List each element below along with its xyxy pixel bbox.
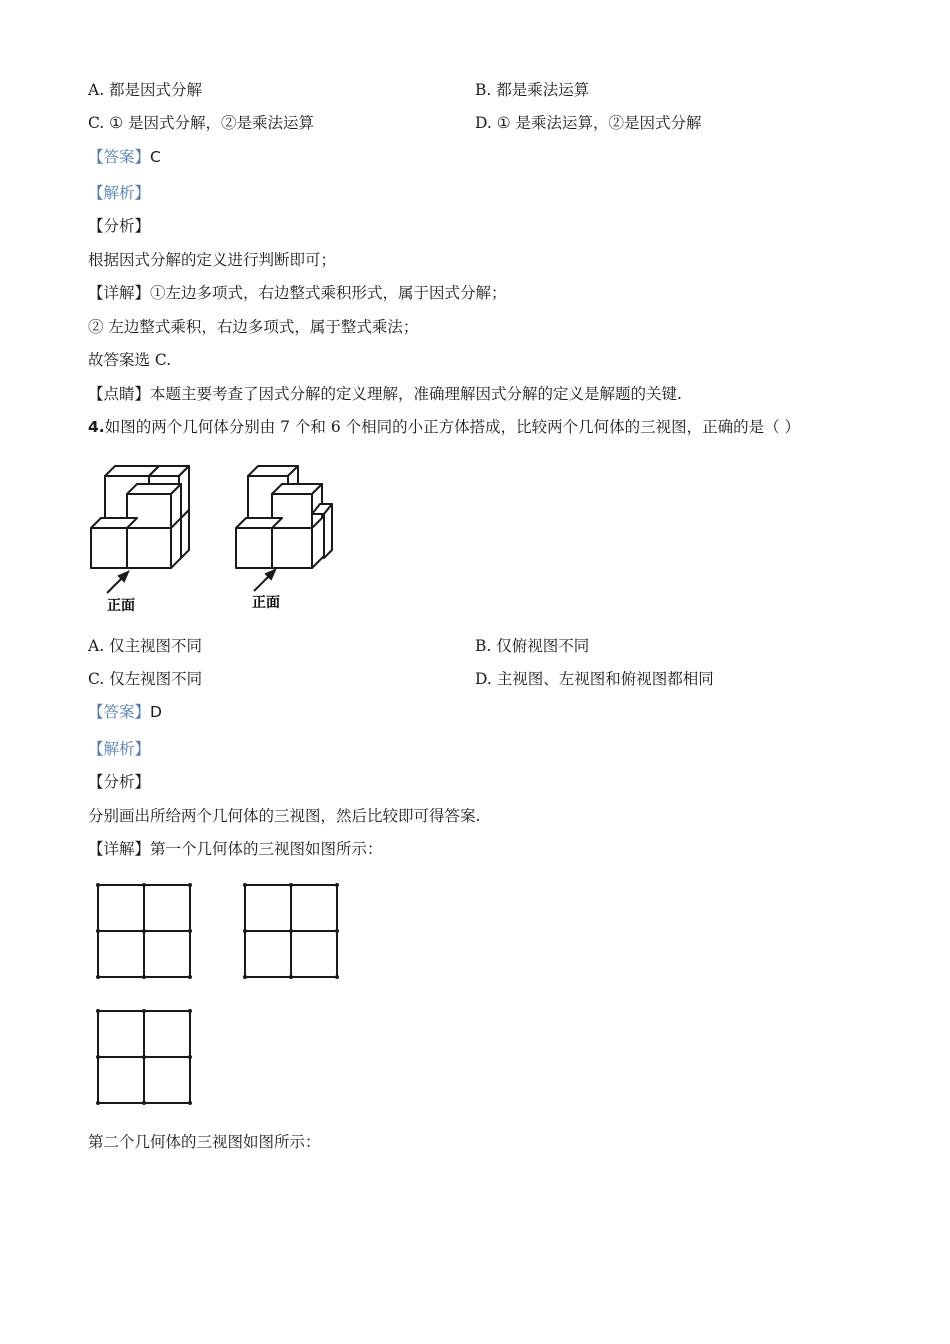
figure-1-label: 正面 — [107, 598, 135, 614]
detail-text: ①左边多项式，右边整式乘积形式，属于因式分解； — [150, 284, 507, 302]
detail-label: 【详解】 — [88, 284, 151, 302]
q4-number: 4. — [88, 418, 105, 436]
q4-option-c: C. 仅左视图不同 — [88, 670, 203, 688]
q3-jiexi-label: 【解析】 — [88, 184, 151, 202]
q3-dianjing — [88, 383, 682, 405]
front-view-grid — [96, 883, 192, 979]
answer-value: C — [150, 148, 161, 166]
dianjing-text: 本题主要考查了因式分解的定义理解，准确理解因式分解的定义是解题的关键. — [150, 385, 682, 403]
left-view-grid — [243, 883, 339, 979]
q3-option-c: C. ① 是因式分解，②是乘法运算 — [88, 114, 314, 132]
q4-option-b: B. 仅俯视图不同 — [475, 637, 590, 655]
answer-label: 【答案】 — [88, 148, 151, 166]
q4-option-d: D. 主视图、左视图和俯视图都相同 — [475, 670, 714, 688]
q4-second-text: 第二个几何体的三视图如图所示： — [88, 1133, 321, 1151]
q4-jiexi-label: 【解析】 — [88, 740, 151, 758]
figure-2-label: 正面 — [252, 595, 280, 611]
top-view-grid — [96, 1009, 192, 1105]
q4-fenxi-text: 分别画出所给两个几何体的三视图，然后比较即可得答案. — [88, 807, 481, 825]
q4-fenxi-label: 【分析】 — [88, 773, 151, 791]
dianjing-label: 【点睛】 — [88, 385, 151, 403]
q3-detail-2: ② 左边整式乘积，右边多项式，属于整式乘法； — [88, 318, 419, 336]
detail-label: 【详解】 — [88, 840, 151, 858]
q4-detail — [88, 838, 383, 860]
q3-fenxi-text: 根据因式分解的定义进行判断即可； — [88, 251, 337, 269]
q3-option-d: D. ① 是乘法运算，②是因式分解 — [475, 114, 702, 132]
solid-figure-1 — [85, 458, 215, 618]
q3-conclusion: 故答案选 C. — [88, 351, 172, 369]
solid-figure-2 — [232, 458, 362, 618]
q4-answer — [88, 701, 162, 723]
q4-stem — [88, 416, 800, 438]
q3-detail-1 — [88, 282, 507, 304]
q3-option-a: A. 都是因式分解 — [88, 81, 203, 99]
answer-value: D — [150, 703, 162, 721]
detail-text: 第一个几何体的三视图如图所示： — [150, 840, 383, 858]
answer-label: 【答案】 — [88, 703, 151, 721]
q3-answer — [88, 146, 161, 168]
q3-fenxi-label: 【分析】 — [88, 217, 151, 235]
q3-option-b: B. 都是乘法运算 — [475, 81, 590, 99]
q4-stem-text: 如图的两个几何体分别由 7 个和 6 个相同的小正方体搭成，比较两个几何体的三视图，正确的是（ ） — [104, 418, 801, 436]
q4-option-a: A. 仅主视图不同 — [88, 637, 203, 655]
